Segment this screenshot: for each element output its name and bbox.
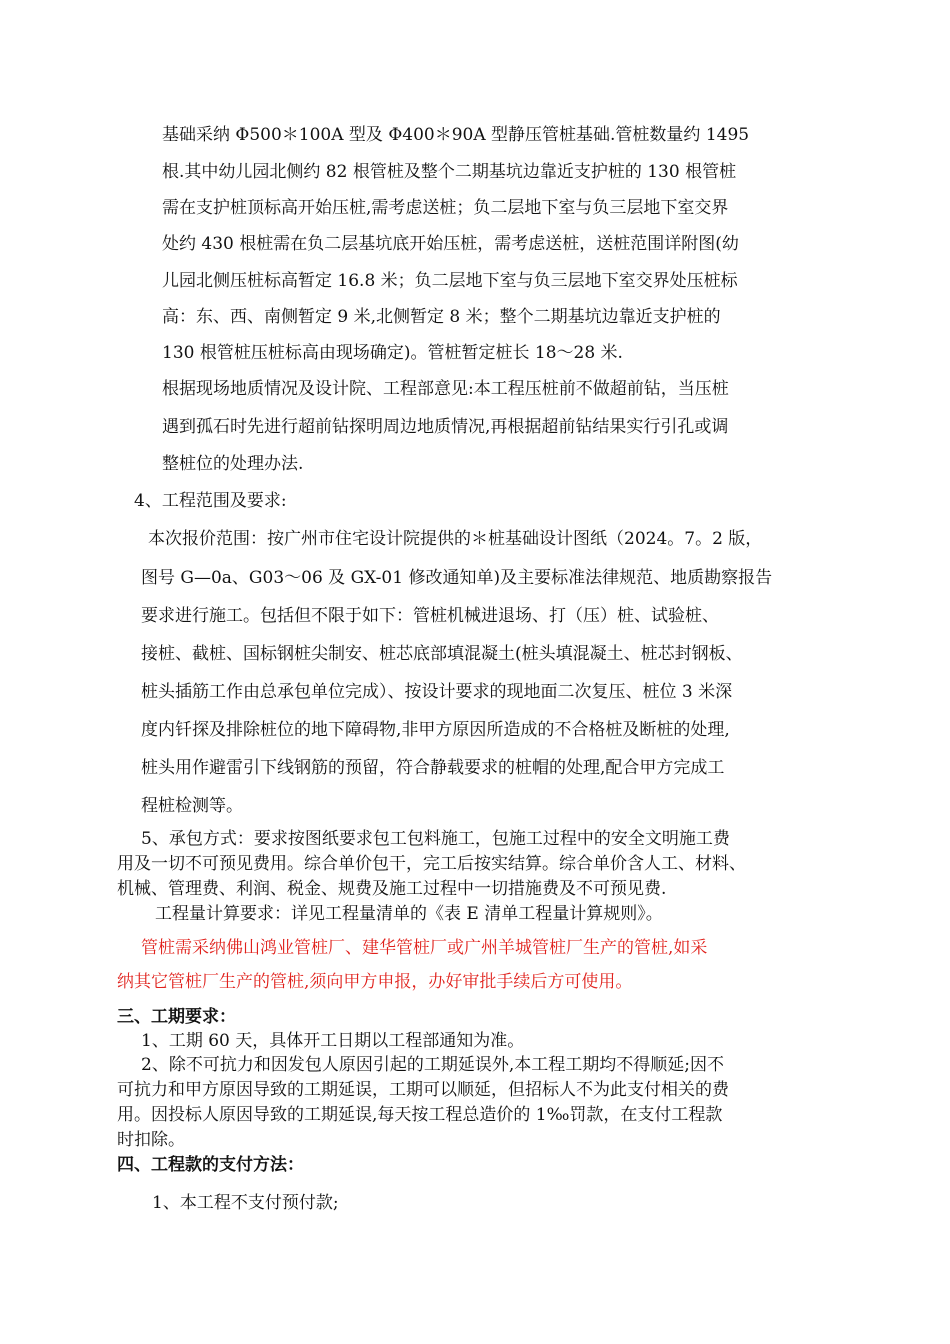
text-line: 5、承包方式：要求按图纸要求包工包料施工，包施工过程中的安全文明施工费 [141,829,730,849]
text-line: 根据现场地质情况及设计院、工程部意见:本工程压桩前不做超前钻，当压桩 [162,379,729,399]
text-line: 遇到孤石时先进行超前钻探明周边地质情况,再根据超前钻结果实行引孔或调 [162,417,729,437]
section-heading: 4、工程范围及要求: [134,491,287,511]
text-line: 需在支护桩顶标高开始压桩,需考虑送桩；负二层地下室与负三层地下室交界 [162,198,729,218]
highlighted-text-line: 管桩需采纳佛山鸿业管桩厂、建华管桩厂或广州羊城管桩厂生产的管桩,如采 [141,938,708,958]
list-item: 1、工期 60 天，具体开工日期以工程部通知为准。 [141,1031,525,1051]
text-line: 可抗力和甲方原因导致的工期延误，工期可以顺延，但招标人不为此支付相关的费 [117,1080,729,1100]
section-heading: 三、工期要求： [117,1007,236,1027]
list-item: 1、本工程不支付预付款; [152,1193,339,1213]
text-line: 机械、管理费、利润、税金、规费及施工过程中一切措施费及不可预见费. [117,879,667,899]
text-line: 度内钎探及排除桩位的地下障碍物,非甲方原因所造成的不合格桩及断桩的处理, [141,720,730,740]
text-line: 桩头用作避雷引下线钢筋的预留，符合静载要求的桩帽的处理,配合甲方完成工 [141,758,725,778]
text-line: 程桩检测等。 [141,796,243,816]
text-line: 根.其中幼儿园北侧约 82 根管桩及整个二期基坑边靠近支护桩的 130 根管桩 [162,162,737,182]
text-line: 工程量计算要求：详见工程量清单的《表 E 清单工程量计算规则》。 [155,904,663,924]
section-heading: 四、工程款的支付方法： [117,1155,304,1175]
text-line: 基础采纳 Φ500＊100A 型及 Φ400＊90A 型静压管桩基础.管桩数量约 1495 [162,125,750,145]
text-line: 要求进行施工。包括但不限于如下：管桩机械进退场、打（压）桩、试验桩、 [141,606,719,626]
text-line: 2、除不可抗力和因发包人原因引起的工期延误外,本工程工期均不得顺延;因不 [141,1055,724,1075]
text-line: 整桩位的处理办法. [162,454,304,474]
text-line: 图号 G—0a、G03～06 及 GX-01 修改通知单)及主要标准法律规范、地质勘察报告 [141,568,773,588]
text-line: 儿园北侧压桩标高暂定 16.8 米；负二层地下室与负三层地下室交界处压桩标 [162,271,738,291]
text-line: 接桩、截桩、国标钢桩尖制安、桩芯底部填混凝土(桩头填混凝土、桩芯封钢板、 [141,644,743,664]
text-line: 处约 430 根桩需在负二层基坑底开始压桩，需考虑送桩，送桩范围详附图(幼 [162,234,739,254]
text-line: 本次报价范围：按广州市住宅设计院提供的＊桩基础设计图纸（2024。7。2 版， [148,529,763,549]
highlighted-text-line: 纳其它管桩厂生产的管桩,须向甲方申报，办好审批手续后方可使用。 [117,972,633,992]
text-line: 高：东、西、南侧暂定 9 米,北侧暂定 8 米；整个二期基坑边靠近支护桩的 [162,307,721,327]
text-line: 用及一切不可预见费用。综合单价包干，完工后按实结算。综合单价含人工、材料、 [117,854,746,874]
text-line: 桩头插筋工作由总承包单位完成）、按设计要求的现地面二次复压、桩位 3 米深 [141,682,733,702]
text-line: 时扣除。 [117,1130,185,1150]
text-line: 130 根管桩压桩标高由现场确定)。管桩暂定桩长 18～28 米. [162,343,623,363]
text-line: 用。因投标人原因导致的工期延误,每天按工程总造价的 1‰罚款，在支付工程款 [117,1105,723,1125]
